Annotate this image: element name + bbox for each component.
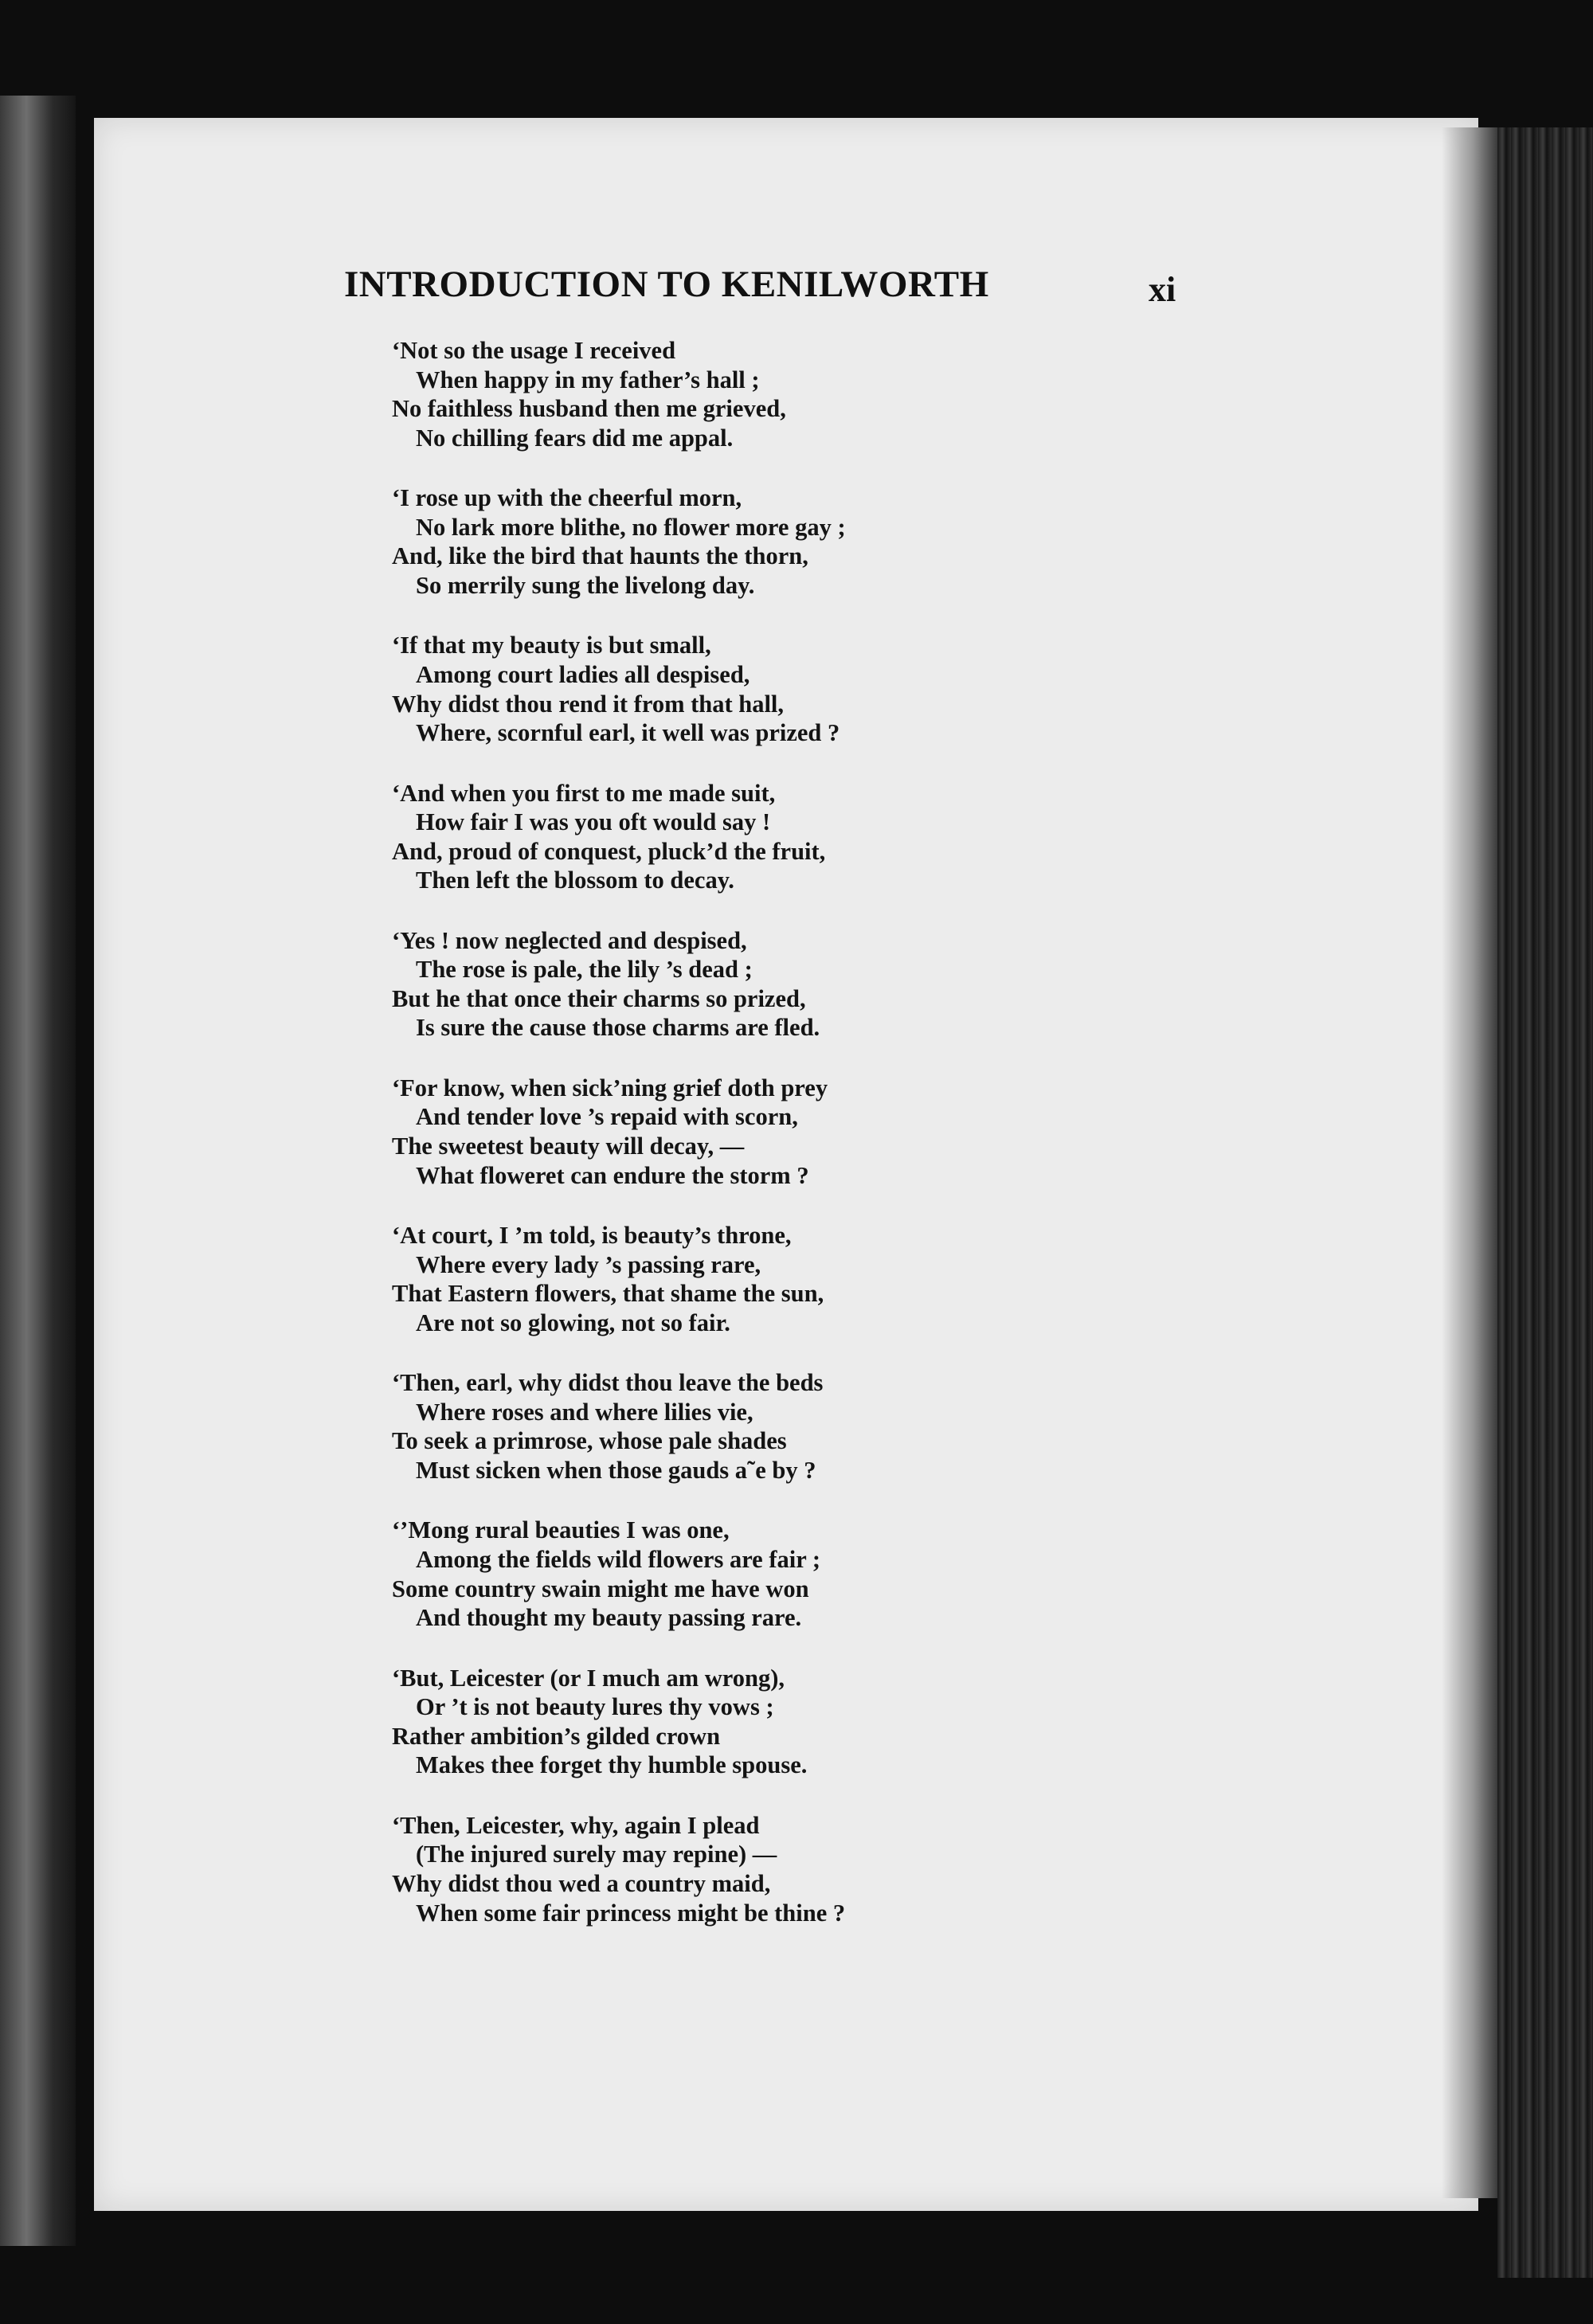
poem-line: And tender love ’s repaid with scorn,	[416, 1103, 798, 1131]
poem	[392, 336, 997, 1958]
poem-line: (The injured surely may repine) —	[416, 1841, 777, 1868]
poem-line: And, proud of conquest, pluck’d the fruit,	[392, 837, 826, 865]
stanza	[392, 1516, 997, 1632]
stanza	[392, 336, 997, 452]
poem-line: ‘I rose up with the cheerful morn,	[392, 484, 742, 512]
poem-line: ‘If that my beauty is but small,	[392, 632, 711, 659]
poem-line: That Eastern flowers, that shame the sun,	[392, 1280, 824, 1308]
poem-line: No faithless husband then me grieved,	[392, 395, 786, 423]
poem-line: Must sicken when those gauds a˜e by ?	[416, 1456, 816, 1484]
stanza	[392, 926, 997, 1043]
poem-line: ‘Yes ! now neglected and despised,	[392, 926, 747, 954]
poem-line: Then left the blossom to decay.	[416, 867, 734, 894]
poem-line: What floweret can endure the storm ?	[416, 1161, 809, 1189]
poem-line: And, like the bird that haunts the thorn,	[392, 542, 808, 570]
poem-line: ‘At court, I ’m told, is beauty’s throne,	[392, 1222, 792, 1250]
poem-line: Among court ladies all despised,	[416, 660, 750, 688]
poem-line: But he that once their charms so prized,	[392, 984, 806, 1012]
poem-line: The rose is pale, the lily ’s dead ;	[416, 956, 753, 984]
poem-line: No chilling fears did me appal.	[416, 424, 734, 452]
stanza	[392, 1664, 997, 1780]
poem-line: How fair I was you oft would say !	[416, 808, 771, 836]
poem-line: Why didst thou rend it from that hall,	[392, 690, 785, 718]
poem-line: No lark more blithe, no flower more gay ;	[416, 513, 846, 541]
stanza	[392, 631, 997, 747]
running-title: INTRODUCTION TO KENILWORTH	[344, 264, 989, 305]
poem-line: Where every lady ’s passing rare,	[416, 1250, 761, 1278]
poem-line: Rather ambition’s gilded crown	[392, 1722, 721, 1750]
poem-line: ‘But, Leicester (or I much am wrong),	[392, 1664, 785, 1692]
poem-line: Why didst thou wed a country maid,	[392, 1869, 771, 1897]
poem-line: ‘For know, when sick’ning grief doth prey	[392, 1074, 828, 1101]
stanza	[392, 1221, 997, 1337]
poem-line: Among the fields wild flowers are fair ;	[416, 1545, 820, 1573]
stanza	[392, 1074, 997, 1190]
running-head	[344, 263, 1188, 311]
stanza	[392, 779, 997, 895]
poem-line: When some fair princess might be thine ?	[416, 1899, 846, 1927]
stanza	[392, 1368, 997, 1485]
poem-line: Some country swain might me have won	[392, 1575, 809, 1602]
poem-line: Where, scornful earl, it well was prized ?	[416, 719, 840, 747]
poem-line: ‘Then, Leicester, why, again I plead	[392, 1811, 760, 1839]
poem-line: And thought my beauty passing rare.	[416, 1604, 802, 1632]
poem-line: ‘Then, earl, why didst thou leave the beds	[392, 1369, 824, 1397]
page-gutter-shadow	[1442, 127, 1497, 2198]
page-number: xi	[1149, 270, 1176, 309]
poem-line: Are not so glowing, not so fair.	[416, 1309, 730, 1336]
poem-line: ‘’Mong rural beauties I was one,	[392, 1516, 730, 1544]
poem-line: So merrily sung the livelong day.	[416, 571, 755, 599]
poem-line: ‘And when you first to me made suit,	[392, 779, 776, 807]
poem-line: Or ’t is not beauty lures thy vows ;	[416, 1693, 774, 1721]
poem-line: Where roses and where lilies vie,	[416, 1398, 753, 1426]
poem-line: The sweetest beauty will decay, —	[392, 1133, 745, 1160]
poem-line: To seek a primrose, whose pale shades	[392, 1427, 787, 1455]
poem-line: Makes thee forget thy humble spouse.	[416, 1751, 808, 1779]
poem-line: ‘Not so the usage I received	[392, 337, 676, 364]
stanza	[392, 483, 997, 600]
poem-line: Is sure the cause those charms are fled.	[416, 1014, 820, 1042]
book-binding	[1497, 127, 1593, 2278]
stanza	[392, 1811, 997, 1927]
previous-page-edge	[0, 96, 76, 2246]
poem-line: When happy in my father’s hall ;	[416, 366, 760, 393]
